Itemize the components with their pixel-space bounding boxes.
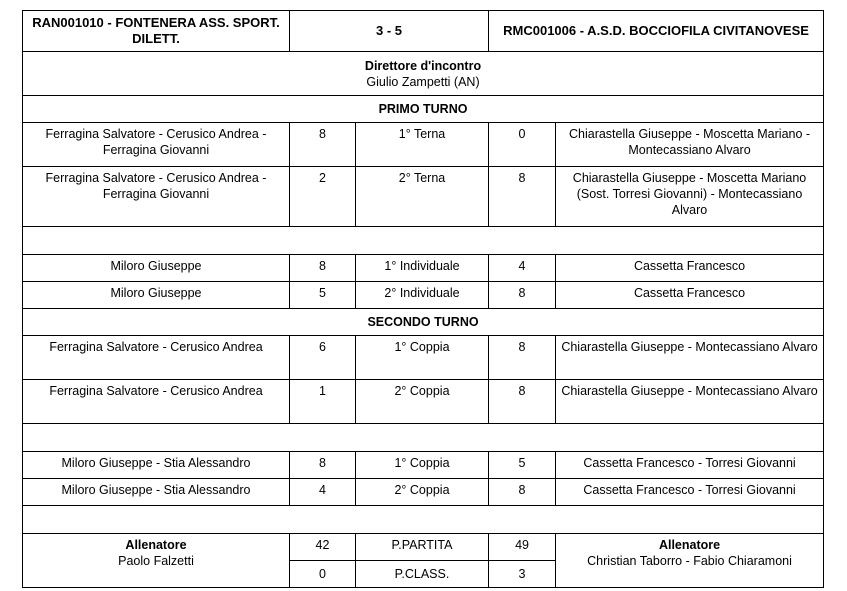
away-score: 8	[489, 380, 556, 424]
home-players: Ferragina Salvatore - Cerusico Andrea	[23, 380, 290, 424]
home-team: RAN001010 - FONTENERA ASS. SPORT. DILETT.	[23, 11, 290, 52]
match-row	[23, 123, 824, 167]
partita-home-score: 42	[290, 534, 356, 561]
home-score: 8	[290, 123, 356, 167]
away-players: Chiarastella Giuseppe - Moscetta Mariano - Montecassiano Alvaro	[556, 123, 824, 167]
spacer-row	[23, 424, 824, 452]
header-row	[23, 11, 824, 52]
home-players: Miloro Giuseppe - Stia Alessandro	[23, 452, 290, 479]
home-coach-label: Allenatore	[125, 538, 187, 552]
match-row	[23, 167, 824, 227]
spacer-cell	[23, 506, 824, 534]
away-score: 8	[489, 336, 556, 380]
class-home-score: 0	[290, 561, 356, 588]
secondo-turno-title: SECONDO TURNO	[23, 309, 824, 336]
match-report-table	[22, 10, 824, 588]
director-name: Giulio Zampetti (AN)	[366, 74, 480, 89]
away-players: Chiarastella Giuseppe - Moscetta Mariano (Sost. Torresi Giovanni) - Montecassiano Alvaro	[556, 167, 824, 227]
primo-turno-heading-row	[23, 96, 824, 123]
home-players: Ferragina Salvatore - Cerusico Andrea - Ferragina Giovanni	[23, 167, 290, 227]
match-type: 2° Coppia	[356, 380, 489, 424]
home-score: 5	[290, 282, 356, 309]
away-players: Cassetta Francesco	[556, 255, 824, 282]
match-type: 1° Coppia	[356, 452, 489, 479]
match-row	[23, 255, 824, 282]
away-coach-cell	[556, 534, 824, 588]
home-players: Ferragina Salvatore - Cerusico Andrea	[23, 336, 290, 380]
match-type: 1° Coppia	[356, 336, 489, 380]
partita-away-score: 49	[489, 534, 556, 561]
match-row	[23, 479, 824, 506]
match-score: 3 - 5	[290, 11, 489, 52]
away-players: Chiarastella Giuseppe - Montecassiano Alvaro	[556, 380, 824, 424]
match-row	[23, 336, 824, 380]
home-players: Miloro Giuseppe - Stia Alessandro	[23, 479, 290, 506]
away-coach-name: Christian Taborro - Fabio Chiaramoni	[587, 554, 792, 568]
away-score: 4	[489, 255, 556, 282]
spacer-cell	[23, 424, 824, 452]
secondo-turno-heading-row	[23, 309, 824, 336]
away-coach-label: Allenatore	[658, 538, 721, 552]
director-row	[23, 52, 824, 96]
match-row	[23, 380, 824, 424]
home-score: 4	[290, 479, 356, 506]
home-coach-name: Paolo Falzetti	[118, 554, 194, 568]
spacer-cell	[23, 227, 824, 255]
match-row	[23, 452, 824, 479]
spacer-row	[23, 506, 824, 534]
home-players: Ferragina Salvatore - Cerusico Andrea - Ferragina Giovanni	[23, 123, 290, 167]
footer-row-partita	[23, 534, 824, 561]
match-type: 2° Coppia	[356, 479, 489, 506]
director-label: Direttore d'incontro	[364, 58, 482, 73]
away-score: 8	[489, 282, 556, 309]
home-score: 1	[290, 380, 356, 424]
match-type: 1° Terna	[356, 123, 489, 167]
match-row	[23, 282, 824, 309]
away-players: Cassetta Francesco - Torresi Giovanni	[556, 452, 824, 479]
primo-turno-title: PRIMO TURNO	[23, 96, 824, 123]
class-away-score: 3	[489, 561, 556, 588]
match-type: 2° Individuale	[356, 282, 489, 309]
spacer-row	[23, 227, 824, 255]
director-cell	[23, 52, 824, 96]
away-score: 8	[489, 167, 556, 227]
away-score: 0	[489, 123, 556, 167]
home-players: Miloro Giuseppe	[23, 255, 290, 282]
partita-label: P.PARTITA	[356, 534, 489, 561]
match-type: 2° Terna	[356, 167, 489, 227]
class-label: P.CLASS.	[356, 561, 489, 588]
away-score: 5	[489, 452, 556, 479]
away-team: RMC001006 - A.S.D. BOCCIOFILA CIVITANOVESE	[489, 11, 824, 52]
home-score: 2	[290, 167, 356, 227]
home-score: 8	[290, 255, 356, 282]
home-score: 8	[290, 452, 356, 479]
away-players: Cassetta Francesco - Torresi Giovanni	[556, 479, 824, 506]
home-coach-cell	[23, 534, 290, 588]
away-score: 8	[489, 479, 556, 506]
away-players: Chiarastella Giuseppe - Montecassiano Alvaro	[556, 336, 824, 380]
away-players: Cassetta Francesco	[556, 282, 824, 309]
home-score: 6	[290, 336, 356, 380]
match-type: 1° Individuale	[356, 255, 489, 282]
home-players: Miloro Giuseppe	[23, 282, 290, 309]
